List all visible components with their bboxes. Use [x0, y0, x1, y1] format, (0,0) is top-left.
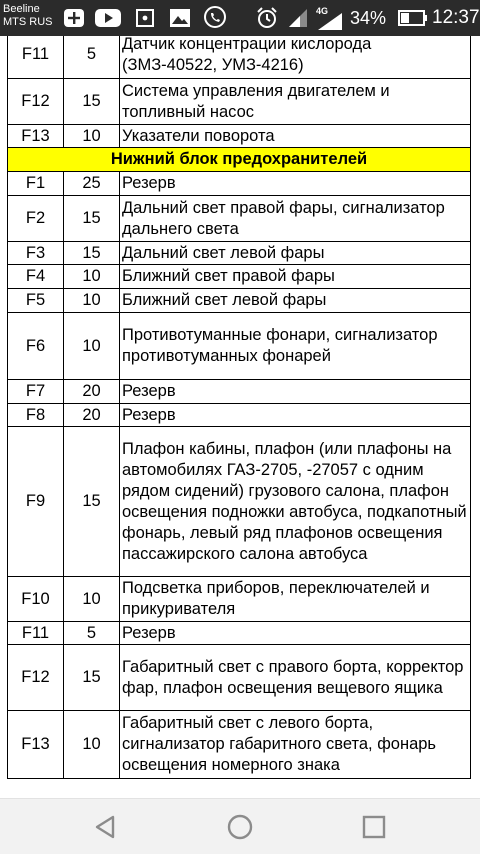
fuse-number-cell: F6: [8, 313, 64, 380]
fuse-amps-cell: 25: [64, 172, 120, 196]
fuse-description-cell: Резерв: [120, 622, 471, 645]
carrier-line-1: Beeline: [3, 3, 40, 15]
table-row: [8, 711, 471, 779]
fuse-number-cell: F2: [8, 196, 64, 242]
fuse-number-cell: F8: [8, 404, 64, 427]
fuse-table: [7, 36, 471, 779]
fuse-number-cell: F10: [8, 577, 64, 622]
fuse-description-cell: Резерв: [120, 404, 471, 427]
back-triangle-icon: [93, 814, 119, 840]
fuse-description-cell: Дальний свет правой фары, сигнализатор дальнего света: [120, 196, 471, 242]
fuse-amps-cell: 10: [64, 125, 120, 148]
table-row: [8, 196, 471, 242]
home-button[interactable]: [200, 799, 280, 854]
fuse-number-cell: F12: [8, 645, 64, 711]
fuse-amps-cell: 15: [64, 645, 120, 711]
fuse-amps-cell: 5: [64, 36, 120, 79]
table-row: [8, 404, 471, 427]
table-row: [8, 36, 471, 79]
carrier-label: [3, 3, 53, 29]
fuse-amps-cell: 10: [64, 577, 120, 622]
fuse-number-cell: F11: [8, 36, 64, 79]
clock: 12:37: [432, 7, 480, 28]
fuse-amps-cell: 10: [64, 265, 120, 289]
fuse-description-cell: Резерв: [120, 380, 471, 404]
fuse-amps-cell: 20: [64, 404, 120, 427]
battery-percentage: 34%: [350, 7, 387, 28]
fuse-amps-cell: 15: [64, 427, 120, 577]
fuse-amps-cell: 15: [64, 242, 120, 265]
fuse-description-cell: Ближний свет правой фары: [120, 265, 471, 289]
table-row: [8, 265, 471, 289]
image-icon: [134, 6, 156, 30]
gallery-icon: [168, 6, 192, 30]
fuse-number-cell: F7: [8, 380, 64, 404]
section-header-row: [8, 148, 471, 172]
table-row: [8, 289, 471, 313]
fuse-number-cell: F13: [8, 125, 64, 148]
fuse-number-cell: F12: [8, 79, 64, 125]
viber-icon: [202, 6, 228, 30]
fuse-number-cell: F4: [8, 265, 64, 289]
table-row: [8, 79, 471, 125]
table-row: [8, 645, 471, 711]
fuse-number-cell: F11: [8, 622, 64, 645]
fuse-amps-cell: 10: [64, 313, 120, 380]
recents-square-icon: [361, 814, 387, 840]
fuse-amps-cell: 5: [64, 622, 120, 645]
fuse-description-cell: Указатели поворота: [120, 125, 471, 148]
youtube-icon: [94, 6, 122, 30]
table-row: [8, 577, 471, 622]
fuse-description-cell: Ближний свет левой фары: [120, 289, 471, 313]
fuse-amps-cell: 15: [64, 79, 120, 125]
fuse-number-cell: F3: [8, 242, 64, 265]
fuse-number-cell: F5: [8, 289, 64, 313]
alarm-icon: [254, 6, 280, 30]
fuse-description-cell: Габаритный свет с правого борта, корректор фар, плафон освещения вещевого ящика: [120, 645, 471, 711]
section-title: Нижний блок предохранителей: [8, 148, 471, 172]
plus-icon: [62, 6, 86, 30]
fuse-amps-cell: 20: [64, 380, 120, 404]
carrier-line-2: MTS RUS: [3, 16, 53, 28]
fuse-description-cell: Плафон кабины, плафон (или плафоны на автомобилях ГАЗ-2705, -27057 с одним рядом сидений) грузового салона, плафон освещения подножки автобуса, подкапотный фонарь, левый ряд плафонов освещения пассажирского салона автобуса: [120, 427, 471, 577]
signal-4g-icon: [314, 6, 344, 30]
fuse-number-cell: F1: [8, 172, 64, 196]
home-circle-icon: [226, 813, 254, 841]
navigation-bar: [0, 798, 480, 854]
table-row: [8, 172, 471, 196]
network-label: 4G: [316, 6, 329, 16]
table-row: [8, 380, 471, 404]
table-row: [8, 313, 471, 380]
document-view[interactable]: [0, 36, 480, 798]
fuse-description-cell: Дальний свет левой фары: [120, 242, 471, 265]
fuse-amps-cell: 10: [64, 711, 120, 779]
fuse-description-cell: Система управления двигателем и топливный насос: [120, 79, 471, 125]
fuse-number-cell: F13: [8, 711, 64, 779]
fuse-description-cell: Резерв: [120, 172, 471, 196]
status-bar: [0, 0, 480, 36]
fuse-description-cell: Датчик концентрации кислорода (ЗМЗ-40522, УМЗ-4216): [120, 36, 471, 79]
fuse-description-cell: Подсветка приборов, переключателей и прикуривателя: [120, 577, 471, 622]
table-row: [8, 622, 471, 645]
fuse-amps-cell: 15: [64, 196, 120, 242]
fuse-number-cell: F9: [8, 427, 64, 577]
battery-icon: [398, 6, 428, 30]
fuse-description-cell: Противотуманные фонари, сигнализатор противотуманных фонарей: [120, 313, 471, 380]
recents-button[interactable]: [334, 799, 414, 854]
signal-icon: [286, 6, 310, 30]
fuse-amps-cell: 10: [64, 289, 120, 313]
fuse-description-cell: Габаритный свет с левого борта, сигнализатор габаритного света, фонарь освещения номерного знака: [120, 711, 471, 779]
table-row: [8, 125, 471, 148]
table-row: [8, 427, 471, 577]
back-button[interactable]: [66, 799, 146, 854]
table-row: [8, 242, 471, 265]
